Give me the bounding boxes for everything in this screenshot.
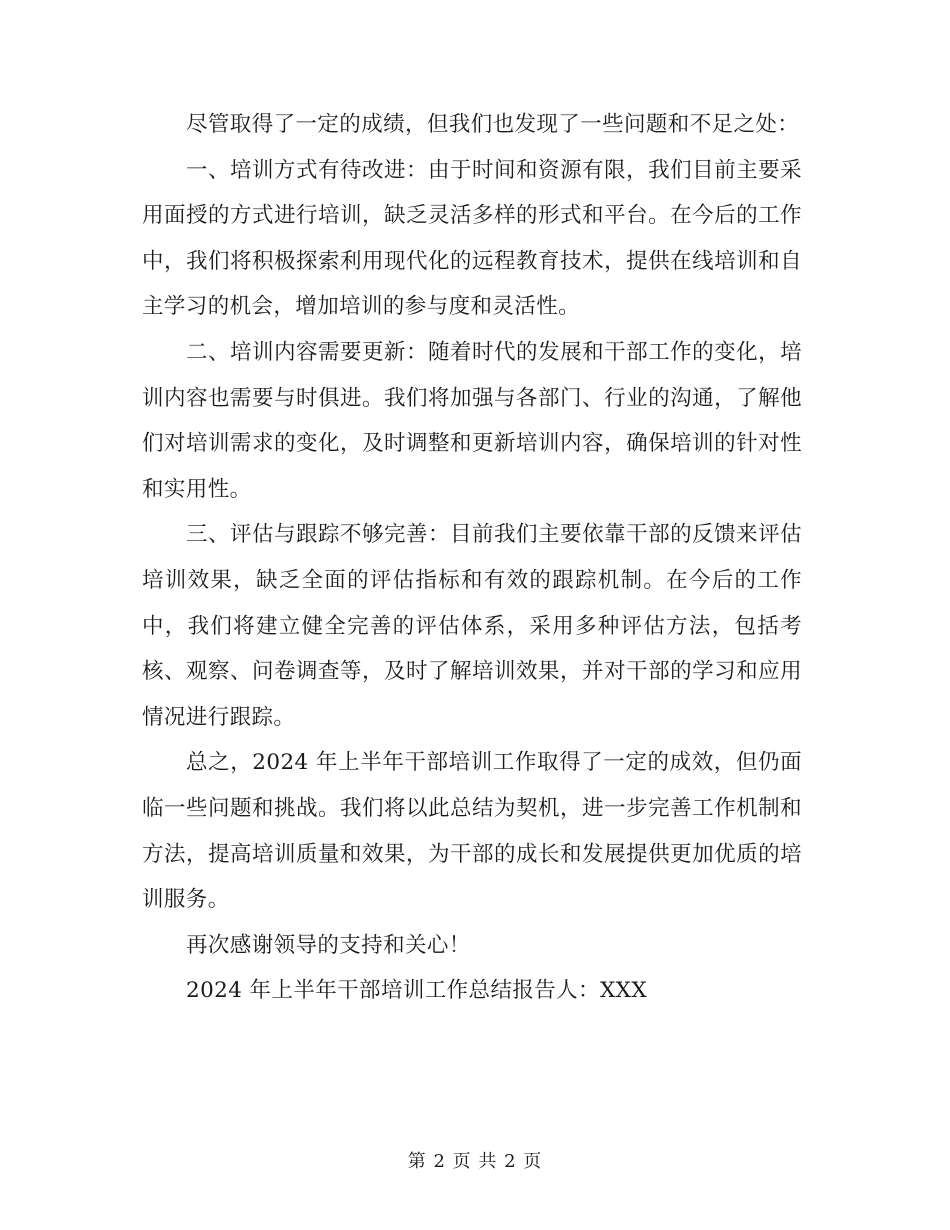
paragraph-issue-evaluation: 三、评估与跟踪不够完善：目前我们主要依靠干部的反馈来评估培训效果，缺乏全面的评估指标和有效的跟踪机制。在今后的工作中，我们将建立健全完善的评估体系，采用多种评估方法，包括考核、观察、问卷调查等，及时了解培训效果，并对干部的学习和应用情况进行跟踪。 [142,522,802,730]
paragraph-signature: 2024 年上半年干部培训工作总结报告人：XXX [186,978,648,1004]
paragraph-issue-training-method: 一、培训方式有待改进：由于时间和资源有限，我们目前主要采用面授的方式进行培训，缺乏灵活多样的形式和平台。在今后的工作中，我们将积极探索利用现代化的远程教育技术，提供在线培训和自主学习的机会，增加培训的参与度和灵活性。 [142,157,802,320]
document-body [142,102,802,1014]
page-number-footer: 第 2 页 共 2 页 [407,1151,543,1172]
paragraph-issue-training-content: 二、培训内容需要更新：随着时代的发展和干部工作的变化，培训内容也需要与时俱进。我们将加强与各部门、行业的沟通，了解他们对培训需求的变化，及时调整和更新培训内容，确保培训的针对性和实用性。 [142,339,802,502]
paragraph-intro: 尽管取得了一定的成绩，但我们也发现了一些问题和不足之处： [186,112,800,137]
paragraph-conclusion: 总之，2024 年上半年干部培训工作取得了一定的成效，但仍面临一些问题和挑战。我们将以此总结为契机，进一步完善工作机制和方法，提高培训质量和效果，为干部的成长和发展提供更加优质的培训服务。 [142,750,802,913]
paragraph-thanks: 再次感谢领导的支持和关心！ [186,932,471,958]
